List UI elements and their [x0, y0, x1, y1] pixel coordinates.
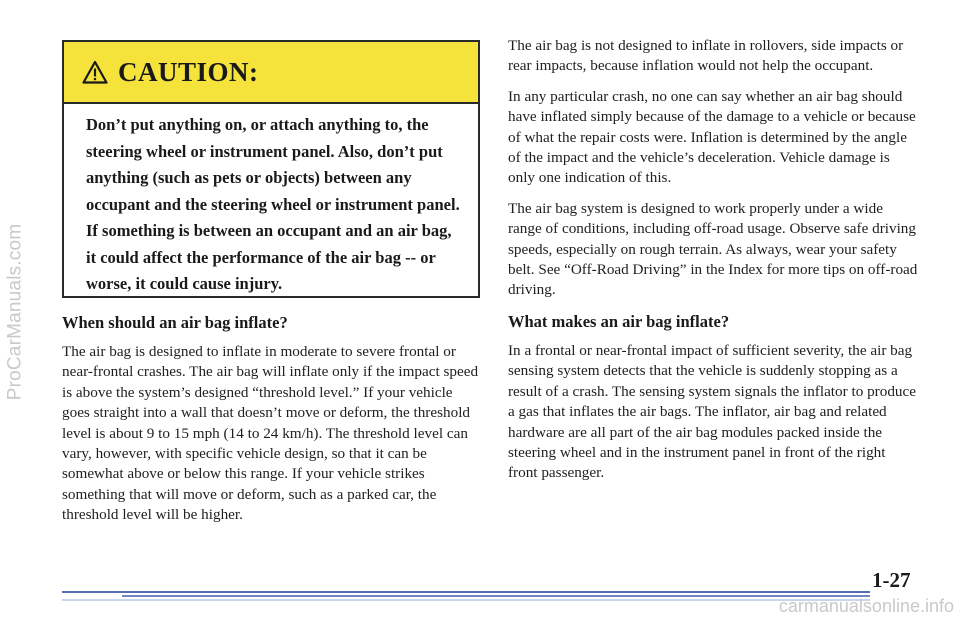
left-column: [62, 312, 482, 536]
paragraph: In a frontal or near-frontal impact of sufficient severity, the air bag sensing system detects that the vehicle is suddenly stopping as a result of a crash. The sensing system signals the inflator to produce a gas that inflates the air bags. The inflator, air bag and related hardware are all part of the air bag modules packed inside the steering wheel and in the instrument panel in front of the right front passenger.: [508, 341, 917, 482]
section-heading-when-inflate: When should an air bag inflate?: [62, 313, 288, 332]
warning-triangle-icon: [82, 60, 108, 84]
caution-title: CAUTION:: [118, 56, 259, 87]
caution-box: [62, 40, 480, 298]
right-column: [508, 36, 918, 494]
brand-watermark: carmanualsonline.info: [778, 596, 954, 616]
caution-header: [64, 42, 478, 104]
paragraph: The air bag is not designed to inflate in rollovers, side impacts or rear impacts, because inflation would not help the occupant.: [508, 37, 904, 75]
page-number: 1-27: [872, 568, 911, 592]
paragraph: The air bag is designed to inflate in moderate to severe frontal or near-frontal crashes. The air bag will inflate only if the impact speed is above the system’s designed “threshold level.” If your vehicle goes straight into a wall that doesn’t move or deform, the threshold level is about 9 to 15 mph (14 to 24 km/h). The threshold level can vary, however, with specific vehicle design, so that it can be somewhat above or below this range. If your vehicle strikes something that will move or deform, such as a parked car, the threshold level will be higher.: [62, 343, 479, 524]
side-watermark: [2, 0, 28, 624]
watermark-text: ProCarManuals.com: [4, 223, 26, 401]
caution-text: Don’t put anything on, or attach anything to, the steering wheel or instrument panel. Also, don’t put anything (such as pets or objects) between any occupant and the steering wheel or instrument panel. If something is between an occupant and an air bag, it could affect the performance of the air bag -- or worse, it could cause injury.: [86, 115, 460, 293]
section-heading-what-makes-inflate: What makes an air bag inflate?: [508, 311, 730, 331]
footer-rules: [62, 590, 870, 602]
paragraph: The air bag system is designed to work properly under a wide range of conditions, including off-road usage. Observe safe driving speeds, especially on rough terrain. As always, wear your safety belt. See “Off-Road Driving” in the Index for more tips on off-road driving.: [508, 199, 918, 299]
paragraph: In any particular crash, no one can say whether an air bag should have inflated simply because of the damage to a vehicle or because of what the repair costs were. Inflation is determined by the angle of the impact and the vehicle’s deceleration. Vehicle damage is only one indication of this.: [508, 87, 916, 187]
